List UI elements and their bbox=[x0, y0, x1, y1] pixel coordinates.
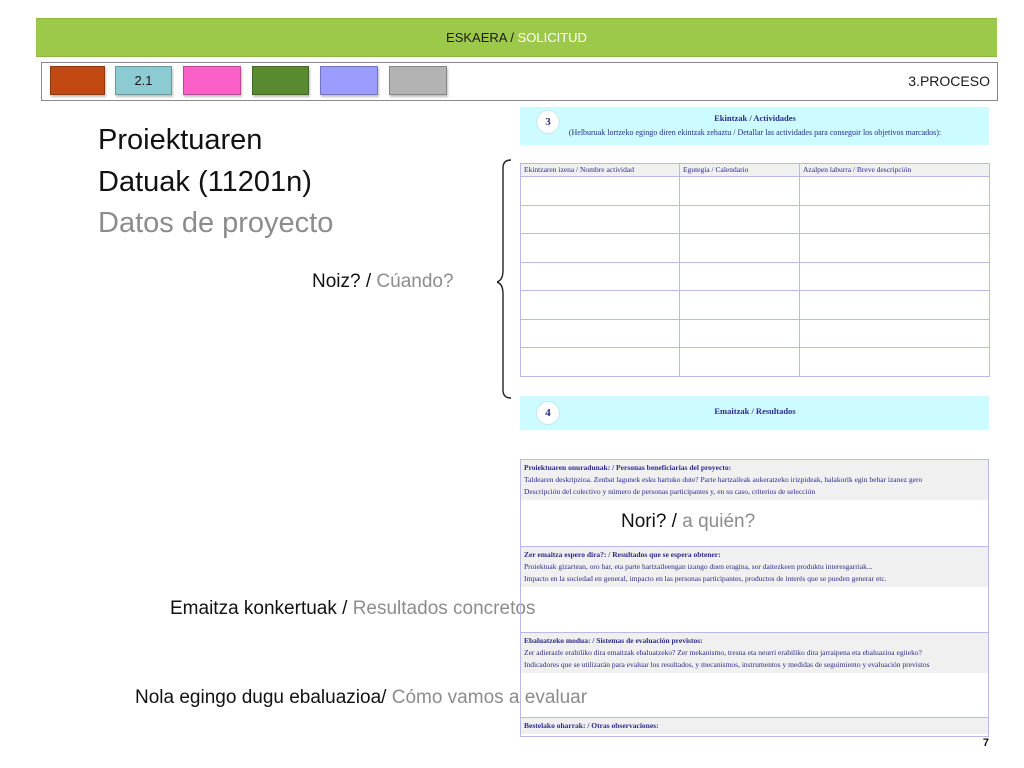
table-cell[interactable] bbox=[680, 319, 800, 348]
nav-box-5[interactable] bbox=[320, 66, 378, 95]
table-row bbox=[521, 348, 990, 377]
page-number: 7 bbox=[982, 737, 989, 749]
section3-number: 3 bbox=[537, 111, 559, 133]
section3-subtitle: (Helburuak lortzeko egingo diren ekintzak zehaztu / Detallar las actividades para conseguir los objetivos marcados): bbox=[568, 128, 942, 137]
block-heading: Proiektuaren onuradunak: / Personas beneficiarias del proyecto: bbox=[524, 463, 732, 472]
table-cell[interactable] bbox=[680, 291, 800, 320]
table-cell[interactable] bbox=[800, 348, 990, 377]
activities-table bbox=[520, 163, 990, 377]
table-header-row bbox=[521, 164, 990, 177]
annotation-who-eu: Nori? / bbox=[621, 511, 677, 532]
table-cell[interactable] bbox=[680, 234, 800, 263]
annotation-when-eu: Noiz? / bbox=[312, 271, 372, 292]
block-heading: Bestelako oharrak: / Otras observaciones: bbox=[524, 721, 659, 730]
nav-box-4[interactable] bbox=[252, 66, 309, 95]
evaluation-block bbox=[520, 632, 989, 718]
table-cell[interactable] bbox=[521, 291, 680, 320]
table-cell[interactable] bbox=[521, 205, 680, 234]
table-cell[interactable] bbox=[521, 234, 680, 263]
column-header: Azalpen laburra / Breve descripción bbox=[800, 164, 990, 177]
bracket-icon bbox=[497, 158, 517, 400]
table-row bbox=[521, 177, 990, 206]
table-row bbox=[521, 291, 990, 320]
page-title-line2: Datuak (11201n) bbox=[98, 166, 312, 198]
column-header: Egutegia / Calendario bbox=[680, 164, 800, 177]
table-cell[interactable] bbox=[680, 205, 800, 234]
block-text-es: Descripción del colectivo y número de personas participantes y, en su caso, criterios de selección bbox=[524, 487, 816, 496]
annotation-when bbox=[312, 271, 454, 293]
table-cell[interactable] bbox=[800, 234, 990, 263]
annotation-results-eu: Emaitza konkertuak / bbox=[170, 598, 348, 619]
header-bar bbox=[36, 18, 997, 57]
nav-box-1[interactable] bbox=[50, 66, 105, 95]
block-heading: Zer emaitza espero dira?: / Resultados que se espera obtener: bbox=[524, 550, 721, 559]
table-cell[interactable] bbox=[680, 262, 800, 291]
page-title-line1: Proiektuaren bbox=[98, 124, 263, 156]
page-title-es: Datos de proyecto bbox=[98, 207, 334, 239]
block-heading: Ebaluatzeko modua: / Sistemas de evaluación previstos: bbox=[524, 636, 703, 645]
annotation-who-es: a quién? bbox=[682, 511, 756, 532]
table-cell[interactable] bbox=[521, 319, 680, 348]
expected-results-block bbox=[520, 546, 989, 633]
process-label: 3.PROCESO bbox=[908, 73, 990, 89]
table-cell[interactable] bbox=[800, 291, 990, 320]
annotation-eval-eu: Nola egingo dugu ebaluazioa/ bbox=[135, 687, 387, 708]
section4-title: Emaitzak / Resultados bbox=[714, 406, 796, 416]
section4-number: 4 bbox=[537, 402, 559, 424]
section3-title: Ekintzak / Actividades bbox=[714, 113, 796, 123]
header-title-eu: ESKAERA / bbox=[446, 30, 514, 45]
table-cell[interactable] bbox=[521, 177, 680, 206]
block-text-eu: Proiektuak gizartean, oro har, eta parte hartzaileengan izango duen eragina, sor daitezkeen produktu interesgarriak... bbox=[524, 562, 873, 571]
block-text-es: Indicadores que se utilizarán para evaluar los resultados, y mecanismos, instrumentos y medidas de seguimiento y evaluación previstos bbox=[524, 660, 930, 669]
table-cell[interactable] bbox=[680, 177, 800, 206]
table-cell[interactable] bbox=[521, 262, 680, 291]
annotation-results-es: Resultados concretos bbox=[352, 598, 536, 619]
block-text-eu: Taldearen deskripzioa. Zenbat lagunek esku hartuko dute? Parte hartzaileak aukeratzeko irizpideak, halakorik egin behar izanez gero bbox=[524, 475, 923, 484]
annotation-when-es: Cúando? bbox=[376, 271, 454, 292]
beneficiaries-block bbox=[520, 459, 989, 548]
table-row bbox=[521, 234, 990, 263]
column-header: Ekintzaren izena / Nombre actividad bbox=[521, 164, 680, 177]
nav-box-2-1[interactable] bbox=[115, 66, 172, 95]
table-row bbox=[521, 319, 990, 348]
table-row bbox=[521, 262, 990, 291]
header-title-es: SOLICITUD bbox=[517, 30, 587, 45]
block-text-eu: Zer adierazle erabiliko dira emaitzak ebaluatzeko? Zer mekanismo, tresna eta neurri erabiliko dira jarraipena eta ebaluazioa egiteko? bbox=[524, 648, 922, 657]
annotation-results bbox=[170, 598, 535, 620]
table-cell[interactable] bbox=[800, 177, 990, 206]
observations-block bbox=[520, 717, 989, 737]
nav-box-label: 2.1 bbox=[134, 73, 153, 88]
table-cell[interactable] bbox=[521, 348, 680, 377]
table-cell[interactable] bbox=[800, 319, 990, 348]
table-cell[interactable] bbox=[800, 205, 990, 234]
nav-box-3[interactable] bbox=[183, 66, 241, 95]
nav-box-6[interactable] bbox=[389, 66, 447, 95]
block-text-es: Impacto en la sociedad en general, impacto en las personas participantes, productos de interés que se pueden generar etc. bbox=[524, 574, 887, 583]
table-cell[interactable] bbox=[800, 262, 990, 291]
table-row bbox=[521, 205, 990, 234]
annotation-eval-es: Cómo vamos a evaluar bbox=[391, 687, 588, 708]
table-cell[interactable] bbox=[680, 348, 800, 377]
